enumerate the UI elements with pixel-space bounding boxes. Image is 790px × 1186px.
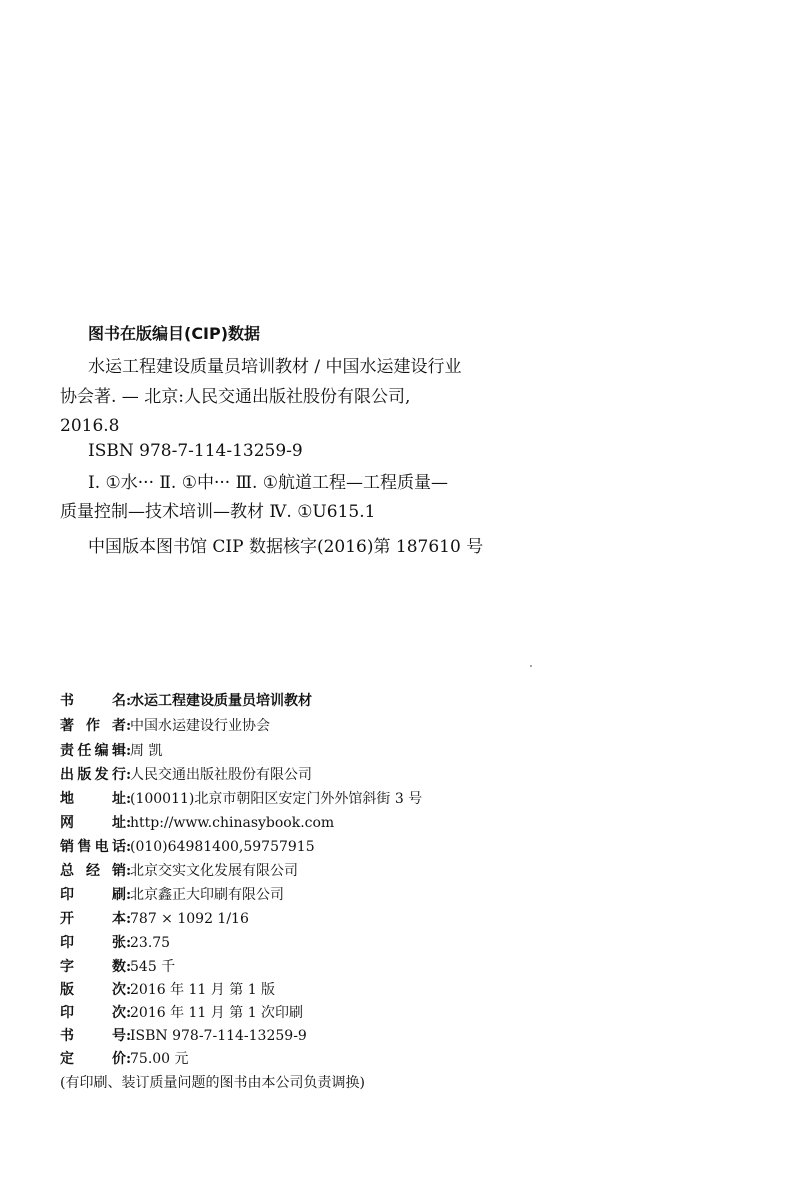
imprint-row-sheets: 印张:23.75 <box>60 935 171 951</box>
imprint-row-author: 著作者:中国水运建设行业协会 <box>60 718 270 734</box>
imprint-row-sales-phone: 销售电话:(010)64981400,59757915 <box>60 839 315 855</box>
quality-note: (有印刷、装订质量问题的图书由本公司负责调换) <box>60 1075 365 1091</box>
imprint-row-website: 网址:http://www.chinasybook.com <box>60 815 335 831</box>
cip-line-title: 水运工程建设质量员培训教材 / 中国水运建设行业 <box>88 357 462 377</box>
cip-heading: 图书在版编目(CIP)数据 <box>88 324 261 343</box>
imprint-row-editor: 责任编辑:周 凯 <box>60 743 163 759</box>
imprint-row-printing: 印次:2016 年 11 月 第 1 次印刷 <box>60 1005 304 1021</box>
imprint-row-distributor: 总经销:北京交实文化发展有限公司 <box>60 863 298 879</box>
cip-line-classification: 质量控制—技术培训—教材 Ⅳ. ①U615.1 <box>60 502 376 522</box>
imprint-row-edition: 版次:2016 年 11 月 第 1 版 <box>60 982 276 998</box>
cip-line-subjects: Ⅰ. ①水··· Ⅱ. ①中··· Ⅲ. ①航道工程—工程质量— <box>88 473 449 493</box>
imprint-row-address: 地址:(100011)北京市朝阳区安定门外外馆斜街 3 号 <box>60 791 423 807</box>
imprint-row-format: 开本:787 × 1092 1/16 <box>60 911 249 927</box>
imprint-row-title: 书名:水运工程建设质量员培训教材 <box>60 693 312 709</box>
imprint-row-publisher: 出版发行:人民交通出版社股份有限公司 <box>60 767 312 783</box>
imprint-row-printer: 印刷:北京鑫正大印刷有限公司 <box>60 887 284 903</box>
imprint-row-isbn: 书号:ISBN 978-7-114-13259-9 <box>60 1028 307 1044</box>
cip-line-date: 2016.8 <box>60 416 120 436</box>
imprint-row-price: 定价:75.00 元 <box>60 1051 189 1067</box>
cip-line-isbn: ISBN 978-7-114-13259-9 <box>88 441 303 461</box>
scan-speck <box>530 665 532 667</box>
cip-line-record-number: 中国版本图书馆 CIP 数据核字(2016)第 187610 号 <box>88 537 484 557</box>
cip-line-publisher: 协会著. — 北京:人民交通出版社股份有限公司, <box>60 387 411 407</box>
imprint-row-word-count: 字数:545 千 <box>60 959 176 975</box>
